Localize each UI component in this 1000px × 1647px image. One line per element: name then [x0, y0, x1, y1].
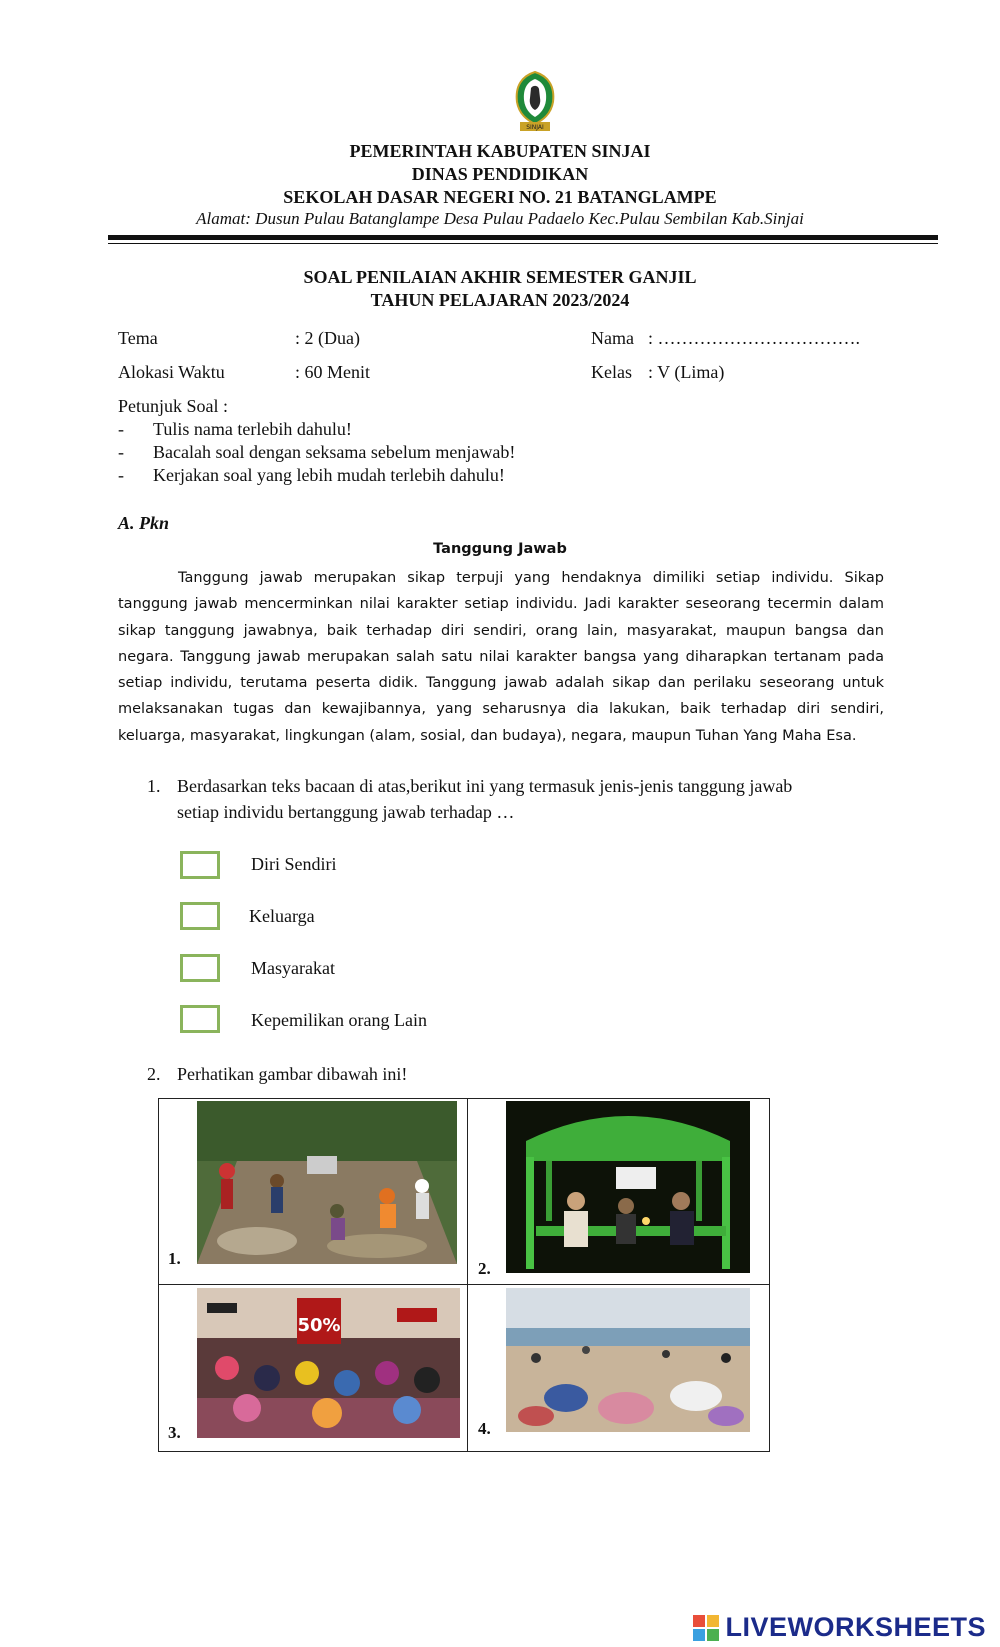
- liveworksheets-watermark[interactable]: LIVEWORKSHEETS: [725, 1612, 986, 1642]
- photo-number: 1.: [168, 1249, 181, 1268]
- photo-number: 2.: [478, 1259, 491, 1278]
- liveworksheets-logo-icon: [693, 1615, 719, 1641]
- crowded-sale-store-photo: [197, 1288, 460, 1438]
- q1-option-label: Diri Sendiri: [251, 854, 337, 874]
- header-rule-thin: [108, 243, 938, 244]
- passage-title: Tanggung Jawab: [433, 541, 567, 557]
- q1-option-checkbox[interactable]: [180, 954, 220, 982]
- instruction-item: Kerjakan soal yang lebih mudah terlebih dahulu!: [153, 465, 505, 485]
- school-logo: [512, 70, 558, 136]
- q1-number: 1.: [147, 776, 161, 796]
- instruction-dash: -: [118, 442, 124, 462]
- q1-option-label: Keluarga: [249, 906, 315, 926]
- header-rule-thick: [108, 235, 938, 240]
- tema-value: : 2 (Dua): [295, 328, 360, 348]
- q1-text-line2: setiap individu bertanggung jawab terhadap …: [177, 802, 515, 822]
- q1-option-checkbox[interactable]: [180, 1005, 220, 1033]
- school-crest-icon: [512, 70, 558, 136]
- instruction-dash: -: [118, 419, 124, 439]
- photo-number: 4.: [478, 1419, 491, 1438]
- grid-divider-horizontal: [158, 1284, 770, 1285]
- logo-banner-text: SINJAI: [526, 124, 544, 131]
- q1-option-checkbox[interactable]: [180, 851, 220, 879]
- instructions-label: Petunjuk Soal :: [118, 396, 229, 416]
- section-heading: A. Pkn: [118, 513, 170, 533]
- instruction-dash: -: [118, 465, 124, 485]
- q1-text-line1: Berdasarkan teks bacaan di atas,berikut ini yang termasuk jenis-jenis tanggung jawab: [177, 776, 793, 796]
- q2-number: 2.: [147, 1064, 161, 1084]
- night-ronda-guard-post-photo: [506, 1101, 750, 1273]
- nama-label: Nama: [591, 328, 634, 348]
- q1-option-label: Kepemilikan orang Lain: [251, 1010, 427, 1030]
- q1-option-checkbox[interactable]: [180, 902, 220, 930]
- exam-title: SOAL PENILAIAN AKHIR SEMESTER GANJIL: [303, 267, 697, 287]
- tema-label: Tema: [118, 328, 158, 348]
- instruction-item: Tulis nama terlebih dahulu!: [153, 419, 352, 439]
- photo-number: 3.: [168, 1423, 181, 1442]
- q2-text: Perhatikan gambar dibawah ini!: [177, 1064, 408, 1084]
- kelas-label: Kelas: [591, 362, 632, 382]
- waktu-value: : 60 Menit: [295, 362, 370, 382]
- kelas-value: : V (Lima): [648, 362, 725, 382]
- header-gov: PEMERINTAH KABUPATEN SINJAI: [349, 141, 651, 161]
- q1-option-label: Masyarakat: [251, 958, 335, 978]
- gotong-royong-road-cleanup-photo: [197, 1101, 457, 1264]
- passage-text: Tanggung jawab merupakan sikap terpuji yang hendaknya dimiliki setiap individu. Sikap tanggung jawab mencerminkan nilai karakter setiap individu. Jadi karakter seseorang tecermin dalam sikap tanggung jawabnya, baik terhadap diri sendiri, orang lain, masyarakat, maupun bangsa dan negara. Tanggung jawab merupakan salah satu nilai karakter bangsa yang diharapkan tertanam pada setiap individu, terutama peserta didik. Tanggung jawab adalah sikap dan perilaku seseorang untuk melaksanakan tugas dan kewajibannya, yang seharusnya dia lakukan, baik terhadap diri sendiri, keluarga, masyarakat, lingkungan (alam, sosial, dan budaya), negara, maupun Tuhan Yang Maha Esa.: [118, 570, 884, 744]
- instruction-item: Bacalah soal dengan seksama sebelum menjawab!: [153, 442, 516, 462]
- nama-field[interactable]: : …………………………….: [648, 328, 861, 348]
- header-dept: DINAS PENDIDIKAN: [411, 164, 589, 184]
- beach-picnic-crowd-photo: [506, 1288, 750, 1432]
- exam-year: TAHUN PELAJARAN 2023/2024: [370, 290, 630, 310]
- waktu-label: Alokasi Waktu: [118, 362, 225, 382]
- header-school: SEKOLAH DASAR NEGERI NO. 21 BATANGLAMPE: [283, 187, 717, 207]
- header-address: Alamat: Dusun Pulau Batanglampe Desa Pulau Padaelo Kec.Pulau Sembilan Kab.Sinjai: [196, 209, 804, 228]
- sale-sign-text: 50%: [297, 1315, 341, 1336]
- grid-divider-vertical: [467, 1098, 468, 1452]
